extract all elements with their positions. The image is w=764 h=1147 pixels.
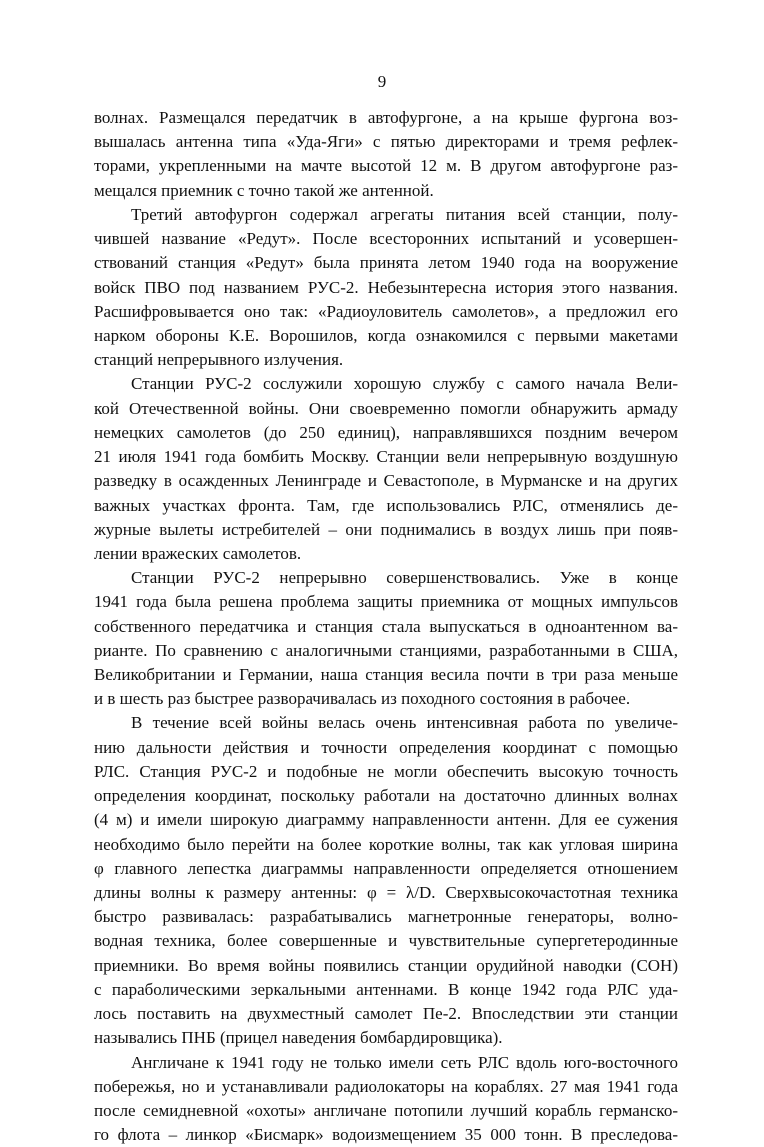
paragraph [94, 203, 678, 373]
text-line: лось поставить на двухместный самолет Пе-2. Впоследствии эти станции [94, 1004, 678, 1024]
text-line: войск ПВО под названием РУС-2. Небезынтересна история этого названия. [94, 277, 678, 297]
text-line: Третий автофургон содержал агрегаты питания всей станции, полу- [131, 204, 678, 224]
text-line: волнах. Размещался передатчик в автофургоне, а на крыше фургона воз- [94, 108, 678, 127]
paragraph [94, 372, 678, 566]
text-line: φ главного лепестка диаграммы направленности определяется отношением [94, 858, 678, 878]
text-line: го флота – линкор «Бисмарк» водоизмещением 35 000 тонн. В преследова- [94, 1125, 678, 1145]
text-line: (4 м) и имели широкую диаграмму направленности антенн. Для ее сужения [94, 810, 678, 830]
text-line: журные вылеты истребителей – они поднимались в воздух лишь при появ- [94, 519, 678, 539]
text-line: Англичане к 1941 году не только имели сеть РЛС вдоль юго-восточного [131, 1052, 678, 1072]
text-line: Станции РУС-2 непрерывно совершенствовались. Уже в конце [131, 568, 678, 588]
page-number: 9 [377, 72, 387, 91]
text-line: необходимо было перейти на более короткие волны, так как угловая ширина [94, 834, 678, 854]
text-line: лении вражеских самолетов. [94, 543, 302, 563]
text-line: ствований станция «Редут» была принята летом 1940 года на вооружение [94, 253, 678, 273]
text-line: станций непрерывного излучения. [94, 350, 344, 370]
text-line: с параболическими зеркальными антеннами. В конце 1942 года РЛС уда- [94, 979, 678, 999]
text-line: разведку в осажденных Ленинграде и Севастополе, в Мурманске и на других [94, 471, 678, 491]
text-line: длины волны к размеру антенны: φ = λ/D. Сверхвысокочастотная техника [94, 883, 678, 902]
text-line: РЛС. Станция РУС-2 и подобные не могли обеспечить высокую точность [94, 761, 678, 781]
text-line: побережья, но и устанавливали радиолокаторы на кораблях. 27 мая 1941 года [94, 1076, 678, 1096]
text-line: определения координат, поскольку работали на достаточно длинных волнах [94, 786, 678, 806]
text-line: нарком обороны К.Е. Ворошилов, когда ознакомился с первыми макетами [94, 325, 678, 345]
text-line: Великобритании и Германии, наша станция весила почти в три раза меньше [94, 665, 678, 685]
text-line: после семидневной «охоты» англичане потопили лучший корабль германско- [94, 1100, 678, 1120]
text-line: Станции РУС-2 сослужили хорошую службу с самого начала Вели- [131, 374, 678, 394]
text-line: Расшифровывается оно так: «Радиоуловитель самолетов», а предложил его [94, 301, 678, 321]
text-line: немецких самолетов (до 250 единиц), направлявшихся поздним вечером [94, 422, 678, 442]
text-line: важных участках фронта. Там, где использовались РЛС, отменялись де- [94, 495, 678, 515]
text-line: и в шесть раз быстрее разворачивалась из походного состояния в рабочее. [94, 689, 631, 709]
body-text [94, 106, 678, 1147]
paragraph [94, 1051, 678, 1147]
paragraph [94, 566, 678, 711]
text-line: мещался приемник с точно такой же антенной. [94, 180, 434, 200]
text-line: назывались ПНБ (прицел наведения бомбардировщика). [94, 1028, 503, 1048]
text-line: собственного передатчика и станция стала выпускаться в одноантенном ва- [94, 616, 678, 636]
text-line: кой Отечественной войны. Они своевременно помогли обнаружить армаду [94, 398, 678, 418]
paragraph [94, 711, 678, 1050]
text-line: торами, укрепленными на мачте высотой 12 м. В другом автофургоне раз- [94, 156, 678, 176]
text-line: чившей название «Редут». После всесторонних испытаний и усовершен- [94, 229, 678, 249]
text-line: рианте. По сравнению с аналогичными станциями, разработанными в США, [94, 640, 678, 660]
text-line: быстро развивалась: разрабатывались магнетронные генераторы, волно- [94, 907, 678, 927]
text-line: нию дальности действия и точности определения координат с помощью [94, 737, 678, 757]
text-line: 1941 года была решена проблема защиты приемника от мощных импульсов [94, 592, 678, 612]
text-line: В течение всей войны велась очень интенсивная работа по увеличе- [131, 713, 678, 733]
text-line: приемники. Во время войны появились станции орудийной наводки (СОН) [94, 955, 678, 975]
text-line: 21 июля 1941 года бомбить Москву. Станции вели непрерывную воздушную [94, 447, 678, 467]
text-line: вышалась антенна типа «Уда-Яги» с пятью директорами и тремя рефлек- [94, 132, 678, 152]
paragraph [94, 106, 678, 203]
text-line: водная техника, более совершенные и чувствительные супергетеродинные [94, 931, 678, 951]
